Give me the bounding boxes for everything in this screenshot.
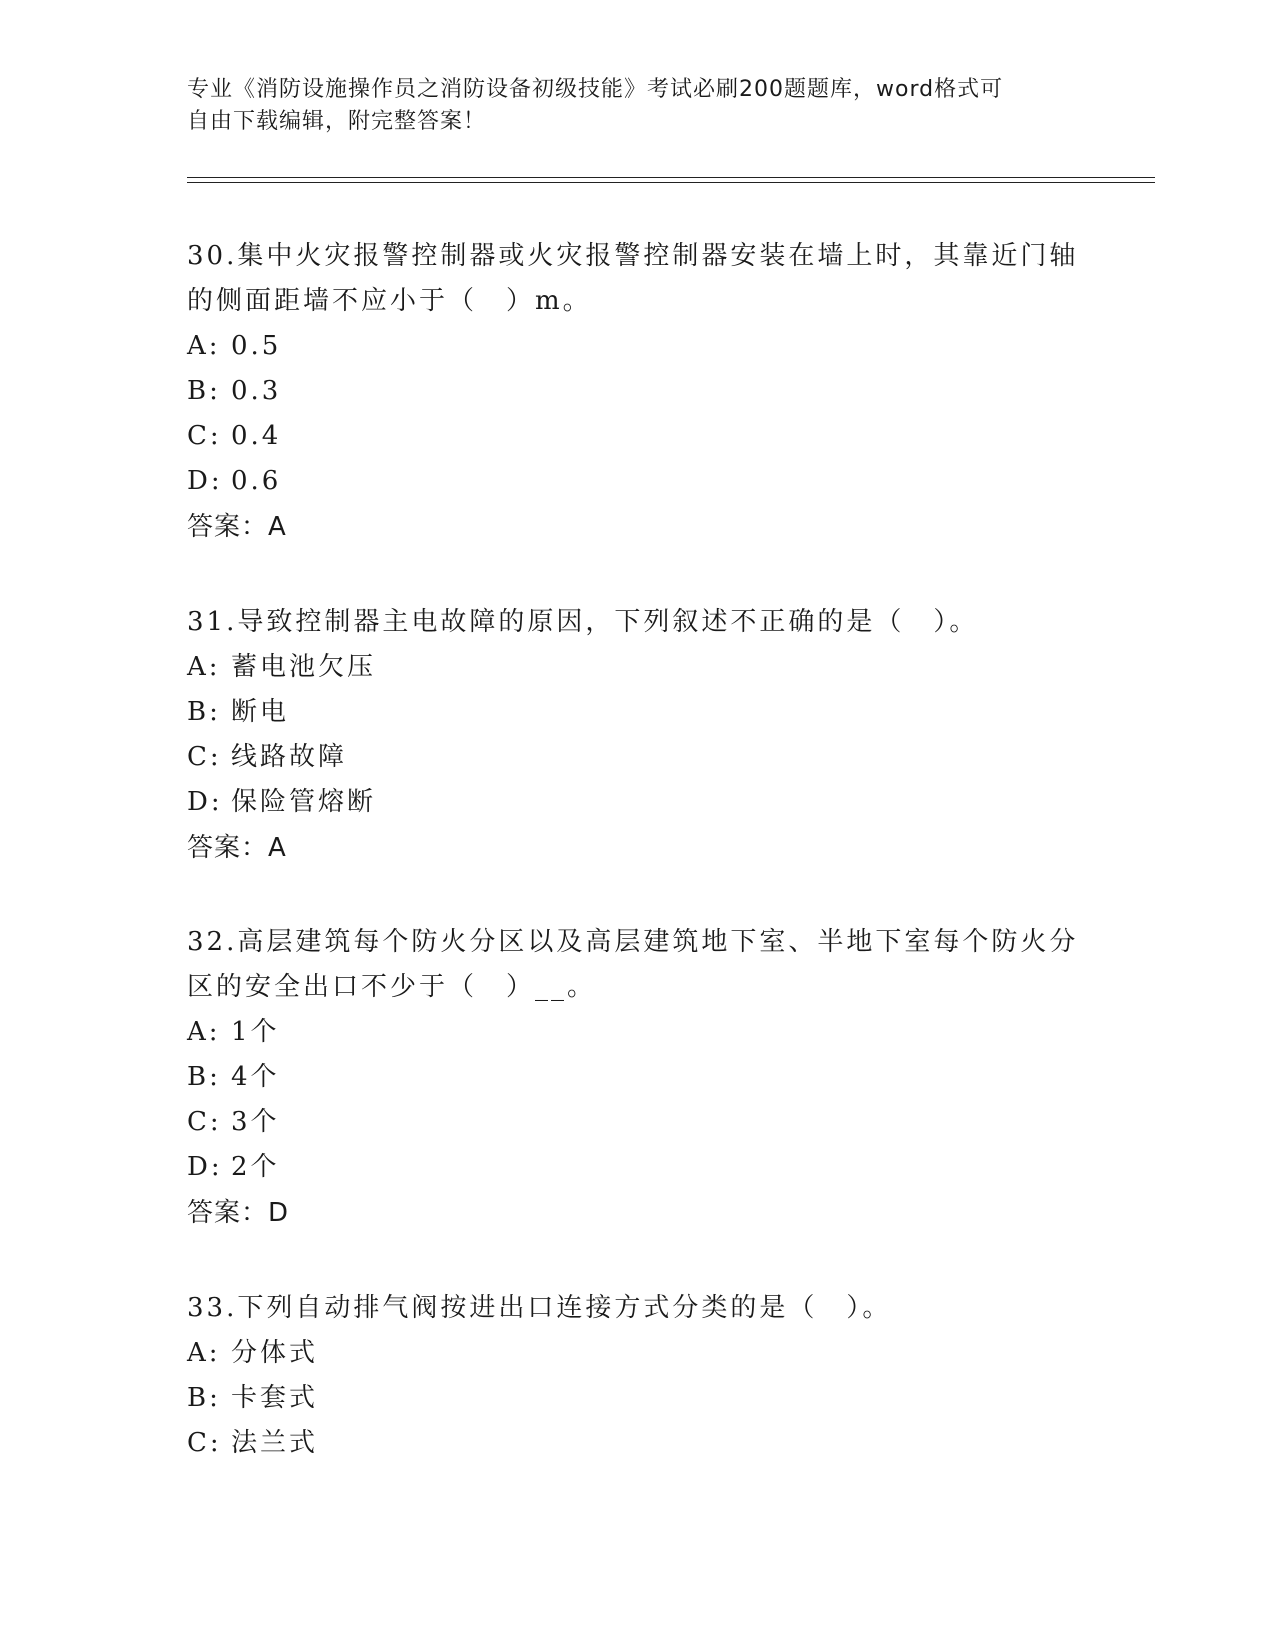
- option-letter: A:: [187, 1017, 221, 1047]
- option-letter: B:: [187, 1383, 221, 1413]
- option-letter: C:: [187, 742, 222, 772]
- option-text: 0.5: [231, 331, 282, 361]
- option-b: [187, 1376, 1087, 1421]
- option-letter: A:: [187, 331, 221, 361]
- option-c: [187, 414, 1087, 459]
- option-letter: D:: [187, 1152, 223, 1182]
- option-a: [187, 645, 1087, 690]
- option-a: [187, 1010, 1087, 1055]
- header-rule-bottom: [187, 182, 1155, 183]
- option-d: [187, 459, 1087, 504]
- option-text: 法兰式: [231, 1428, 319, 1458]
- option-text: 蓄电池欠压: [231, 652, 377, 682]
- question-30: [187, 234, 1087, 550]
- header-line-1: 专业《消防设施操作员之消防设备初级技能》考试必刷200题题库，word格式可: [187, 77, 1004, 102]
- question-32: [187, 920, 1087, 1236]
- option-text: 4个: [231, 1062, 280, 1092]
- option-text: 2个: [231, 1152, 280, 1182]
- option-a: [187, 324, 1087, 369]
- header-rule-top: [187, 177, 1155, 178]
- question-31: [187, 600, 1087, 871]
- option-letter: C:: [187, 1107, 222, 1137]
- option-letter: D:: [187, 466, 223, 496]
- option-letter: C:: [187, 1428, 222, 1458]
- option-letter: B:: [187, 1062, 221, 1092]
- document-header: [187, 74, 1067, 138]
- option-d: [187, 780, 1087, 825]
- answer-line: 答案：D: [187, 1198, 290, 1228]
- option-a: [187, 1331, 1087, 1376]
- option-text: 0.6: [231, 466, 282, 496]
- option-text: 分体式: [231, 1338, 319, 1368]
- question-text-line: 30.集中火灾报警控制器或火灾报警控制器安装在墙上时，其靠近门轴: [187, 241, 1079, 271]
- option-letter: D:: [187, 787, 223, 817]
- option-text: 0.4: [231, 421, 282, 451]
- option-letter: C:: [187, 421, 222, 451]
- question-text-line: 32.高层建筑每个防火分区以及高层建筑地下室、半地下室每个防火分: [187, 927, 1079, 957]
- option-text: 卡套式: [231, 1383, 319, 1413]
- option-letter: A:: [187, 1338, 221, 1368]
- option-d: [187, 1145, 1087, 1190]
- option-c: [187, 735, 1087, 780]
- option-b: [187, 690, 1087, 735]
- question-text-line: 33.下列自动排气阀按进出口连接方式分类的是（ ）。: [187, 1293, 892, 1323]
- option-letter: A:: [187, 652, 221, 682]
- question-text-line: 区的安全出口不少于（ ）__。: [187, 972, 597, 1002]
- option-b: [187, 1055, 1087, 1100]
- question-text-line: 的侧面距墙不应小于（ ）m。: [187, 286, 592, 316]
- option-c: [187, 1100, 1087, 1145]
- option-c: [187, 1421, 1087, 1466]
- option-text: 断电: [231, 697, 290, 727]
- header-line-2: 自由下载编辑，附完整答案！: [187, 109, 487, 134]
- question-33: [187, 1286, 1087, 1466]
- answer-line: 答案：A: [187, 512, 287, 542]
- option-letter: B:: [187, 376, 221, 406]
- option-text: 0.3: [231, 376, 282, 406]
- option-text: 保险管熔断: [231, 787, 377, 817]
- option-text: 线路故障: [231, 742, 348, 772]
- option-text: 3个: [231, 1107, 280, 1137]
- answer-line: 答案：A: [187, 833, 287, 863]
- option-b: [187, 369, 1087, 414]
- option-text: 1个: [231, 1017, 280, 1047]
- question-text-line: 31.导致控制器主电故障的原因，下列叙述不正确的是（ ）。: [187, 607, 979, 637]
- option-letter: B:: [187, 697, 221, 727]
